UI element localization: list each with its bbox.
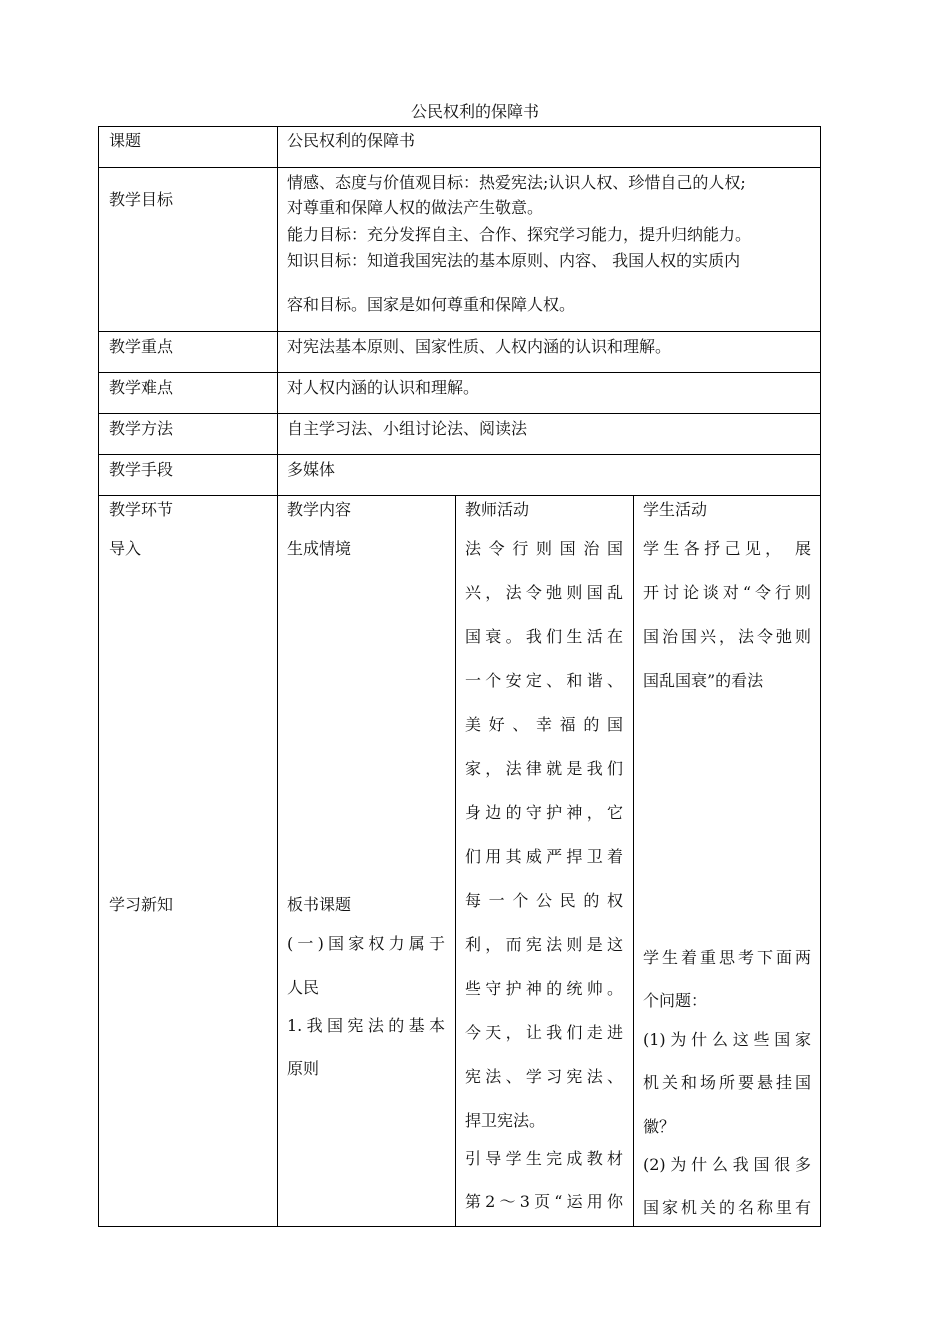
row-divider [98, 454, 821, 455]
row-divider [98, 413, 821, 414]
objectives-line: 能力目标：充分发挥自主、合作、探究学习能力，提升归纳能力。 [287, 225, 752, 244]
column-divider [455, 495, 456, 1227]
teacher-line: 捍卫宪法。 [465, 1111, 546, 1130]
content-intro: 生成情境 [287, 539, 352, 558]
teacher-line: 一个安定、和谐、 [465, 671, 623, 690]
student-line: 机关和场所要悬挂国 [643, 1073, 811, 1092]
teacher-line: 身边的守护神，它 [465, 803, 623, 822]
row-divider [98, 167, 821, 168]
teacher-line: 每一个公民的权 [465, 891, 623, 910]
student-line: (2)为什么我国很多 [643, 1155, 811, 1174]
student-line: 学生各抒己见， 展 [643, 539, 811, 558]
student-line: 个问题： [643, 991, 708, 1010]
student-line: (1)为什么这些国家 [643, 1030, 811, 1049]
difficulties-value: 对人权内涵的认识和理解。 [287, 378, 480, 397]
content-line: 1.我国宪法的基本 [287, 1016, 445, 1035]
student-line: 国治国兴，法令弛则 [643, 627, 811, 646]
document-title: 公民权利的保障书 [410, 102, 539, 121]
methods-value: 自主学习法、小组讨论法、阅读法 [287, 419, 528, 438]
teacher-line: 法令行则国治国 [465, 539, 623, 558]
teacher-line: 家，法律就是我们 [465, 759, 623, 778]
key-points-label: 教学重点 [109, 337, 174, 356]
teacher-line: 美好、幸福的国 [465, 715, 623, 734]
key-points-value: 对宪法基本原则、国家性质、人权内涵的认识和理解。 [287, 337, 672, 356]
objectives-line: 容和目标。国家是如何尊重和保障人权。 [287, 295, 576, 314]
methods-label: 教学方法 [109, 419, 174, 438]
teacher-line: 利，而宪法则是这 [465, 935, 623, 954]
student-line: 国家机关的名称里有 [643, 1198, 811, 1217]
column-divider [633, 495, 634, 1227]
content-line: (一)国家权力属于 [287, 934, 445, 953]
objectives-line: 对尊重和保障人权的做法产生敬意。 [287, 198, 544, 217]
teacher-line: 引导学生完成教材 [465, 1149, 623, 1168]
stage-header: 教学环节 [109, 500, 174, 519]
stage-intro: 导入 [109, 539, 142, 558]
topic-label: 课题 [109, 131, 142, 150]
table-border-top [98, 126, 821, 127]
teacher-line: 第2～3页“运用你 [465, 1192, 623, 1211]
row-divider [98, 495, 821, 496]
teacher-line: 今天，让我们走进 [465, 1023, 623, 1042]
table-border-bottom [98, 1226, 821, 1227]
table-border-right [820, 126, 821, 1227]
objectives-label: 教学目标 [109, 190, 174, 209]
stage-new-knowledge: 学习新知 [109, 895, 174, 914]
column-divider [277, 126, 278, 1227]
row-divider [98, 331, 821, 332]
student-line: 国乱国衰”的看法 [643, 671, 764, 690]
means-value: 多媒体 [287, 460, 336, 479]
student-line: 开讨论谈对“令行则 [643, 583, 811, 602]
content-line: 人民 [287, 978, 320, 997]
teacher-line: 些守护神的统帅。 [465, 979, 623, 998]
topic-value: 公民权利的保障书 [287, 131, 416, 150]
objectives-line: 知识目标：知道我国宪法的基本原则、内容、 我国人权的实质内 [287, 251, 741, 270]
teacher-line: 们用其威严捍卫着 [465, 847, 623, 866]
objectives-line: 情感、态度与价值观目标：热爱宪法;认识人权、珍惜自己的人权; [287, 173, 746, 192]
table-border-left [98, 126, 99, 1227]
row-divider [98, 372, 821, 373]
teacher-line: 宪法、学习宪法、 [465, 1067, 623, 1086]
content-line: 板书课题 [287, 895, 352, 914]
content-header: 教学内容 [287, 500, 352, 519]
teacher-header: 教师活动 [465, 500, 530, 519]
teacher-line: 国衰。我们生活在 [465, 627, 623, 646]
teacher-line: 兴，法令弛则国乱 [465, 583, 623, 602]
difficulties-label: 教学难点 [109, 378, 174, 397]
content-line: 原则 [287, 1059, 320, 1078]
means-label: 教学手段 [109, 460, 174, 479]
student-header: 学生活动 [643, 500, 708, 519]
student-line: 徽？ [643, 1117, 676, 1136]
student-line: 学生着重思考下面两 [643, 948, 811, 967]
